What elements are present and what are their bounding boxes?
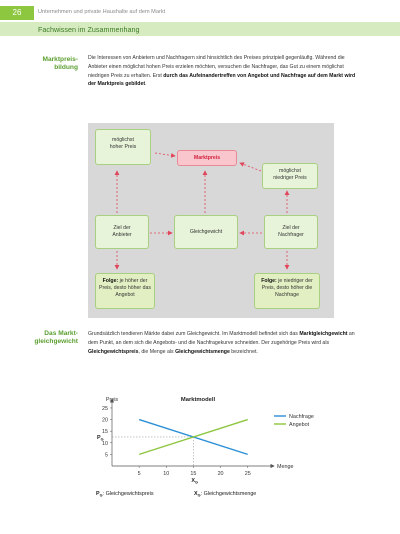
x-tick-label: 15: [190, 471, 197, 477]
emphasis-text: durch das Aufeinandertreffen von Angebot und Nachfrage auf dem Markt wird der Marktpreis gebildet: [88, 72, 356, 88]
box-goal-demander: Ziel der Nachfrager: [264, 215, 318, 249]
market-model-chart: [88, 393, 334, 503]
paragraph-marktpreisbildung: Die Interessen von Anbietern und Nachfragern sind hinsichtlich des Preises prinzipiell gegenläufig. Während die Anbieter einen möglichst hohen Preis erzielen möchten, versuchen die Nachfrager, das Gut zu einem möglichst niedrigen Preis zu erhalten. Erst durch das Aufeinandertreffen von Angebot und Nachfrage auf dem Markt wird der Marktpreis gebildet.: [88, 55, 356, 88]
box-low-price: möglichst niedriger Preis: [262, 163, 318, 189]
x-tick-label: 25: [244, 471, 251, 477]
y-axis-label: Preis: [105, 397, 119, 403]
equilibrium-quantity-label: $X_G$: [191, 478, 199, 485]
box-equilibrium: Gleichgewicht: [174, 215, 238, 249]
side-title-marktgleichgewicht: Das Markt- gleichgewicht: [34, 330, 78, 345]
x-tick-label: 20: [217, 471, 224, 477]
chart-title: Marktmodell: [180, 397, 216, 403]
section-title: Fachwissen im Zusammenhang: [38, 25, 140, 34]
y-tick-label: 25: [102, 405, 108, 412]
box-goal-supplier: Ziel der Anbieter: [95, 215, 149, 249]
page-header: [0, 0, 400, 20]
x-tick-label: 10: [163, 471, 170, 477]
paragraph-marktgleichgewicht: Grundsätzlich tendieren Märkte dabei zum Gleichgewicht. Im Marktmodell befindet sich das Marktgleichgewicht an dem Punkt, an dem sich die Angebots- und die Nachfragekurve schneiden. Der zugehörige Preis wird als Gleichgewichtspreis, die Menge als Gleichgewichtsmenge bezeichnet.: [88, 331, 355, 355]
box-result-supplier: Folge: je höher der Preis, desto höher das Angebot: [95, 273, 155, 309]
legend-label-angebot: Angebot: [289, 422, 310, 428]
y-tick-label: 5: [105, 452, 108, 459]
page-number: 26: [0, 6, 34, 20]
running-head: Unternehmen und private Haushalte auf dem Markt: [38, 9, 166, 15]
y-tick-label: 20: [102, 417, 108, 424]
legend-label-nachfrage: Nachfrage: [289, 414, 314, 420]
y-tick-label: 10: [102, 440, 108, 447]
y-tick-label: 15: [102, 429, 108, 436]
equilibrium-price-label: $P_G$: [97, 434, 104, 442]
price-formation-diagram: [88, 123, 334, 318]
box-market-price: Marktpreis: [177, 150, 237, 166]
x-axis-label: Menge: [277, 464, 294, 470]
x-tick-label: 5: [137, 471, 141, 477]
footnote-equilibrium-price: $P_G$: Gleichgewichtspreis: [96, 491, 154, 498]
side-title-marktpreisbildung: Marktpreis- bildung: [42, 56, 78, 71]
chart-svg: [88, 393, 334, 503]
box-result-demander: Folge: je niedriger der Preis, desto höher die Nachfrage: [254, 273, 320, 309]
arrow-low-to-market: [240, 163, 261, 171]
footnote-equilibrium-quantity: $X_G$: Gleichgewichtsmenge: [194, 491, 257, 498]
box-high-price: möglichst hoher Preis: [95, 129, 151, 165]
arrow-high-to-market: [155, 153, 175, 156]
